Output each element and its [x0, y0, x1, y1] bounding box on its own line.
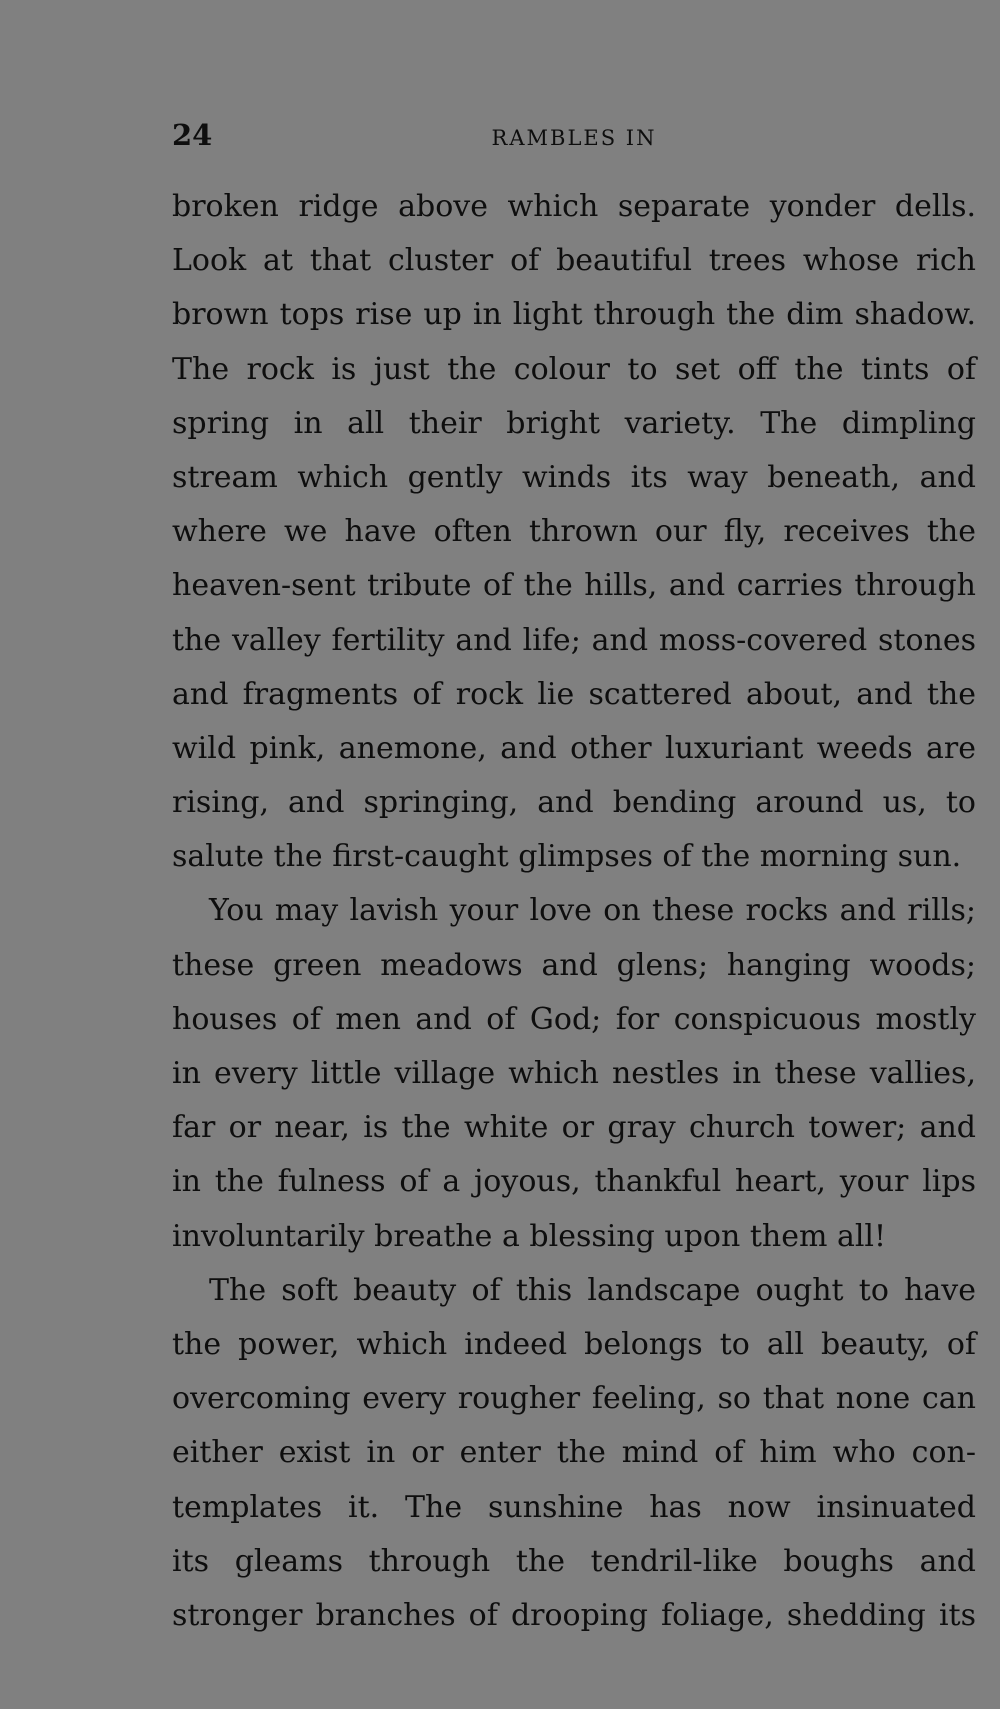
- text-line: the valley fertility and life; and moss-covered stones: [172, 622, 976, 658]
- text-line: houses of men and of God; for conspicuous mostly: [172, 1001, 976, 1037]
- text-line: where we have often thrown our fly, receives the: [172, 514, 976, 550]
- text-line: broken ridge above which separate yonder dells.: [172, 189, 976, 224]
- text-line: brown tops rise up in light through the dim shadow.: [172, 297, 976, 333]
- text-line: stronger branches of drooping foliage, shedding its: [172, 1597, 976, 1633]
- text-line: in every little village which nestles in these vallies,: [172, 1056, 976, 1091]
- running-head: RAMBLES IN: [491, 126, 657, 150]
- page-number: 24: [172, 118, 213, 152]
- text-line: the power, which indeed belongs to all beauty, of: [172, 1326, 976, 1362]
- text-line: these green meadows and glens; hanging woods;: [172, 947, 976, 983]
- text-line: either exist in or enter the mind of him who con-: [172, 1435, 976, 1471]
- text-line: its gleams through the tendril-like boughs and: [172, 1543, 976, 1579]
- text-line: wild pink, anemone, and other luxuriant weeds are: [172, 730, 976, 766]
- text-line: Look at that cluster of beautiful trees whose rich: [172, 243, 976, 279]
- text-line: involuntarily breathe a blessing upon them all!: [172, 1218, 887, 1254]
- page-header: [172, 118, 976, 158]
- text-line: heaven-sent tribute of the hills, and carries through: [172, 568, 976, 604]
- text-line: in the fulness of a joyous, thankful heart, your lips: [172, 1164, 976, 1200]
- text-line: and fragments of rock lie scattered about, and the: [172, 676, 976, 712]
- text-line: salute the first-caught glimpses of the morning sun.: [172, 839, 962, 875]
- body-text: [172, 180, 976, 1643]
- text-line: templates it. The sunshine has now insinuated: [172, 1489, 976, 1525]
- text-line: overcoming every rougher feeling, so that none can: [172, 1381, 976, 1417]
- text-line: far or near, is the white or gray church tower; and: [172, 1110, 976, 1146]
- text-line: rising, and springing, and bending around us, to: [172, 785, 976, 821]
- text-line: The rock is just the colour to set off the tints of: [172, 351, 976, 387]
- text-line: You may lavish your love on these rocks and rills;: [209, 893, 976, 929]
- text-line: stream which gently winds its way beneath, and: [172, 459, 976, 495]
- text-line: The soft beauty of this landscape ought to have: [209, 1272, 976, 1308]
- text-line: spring in all their bright variety. The dimpling: [172, 405, 976, 441]
